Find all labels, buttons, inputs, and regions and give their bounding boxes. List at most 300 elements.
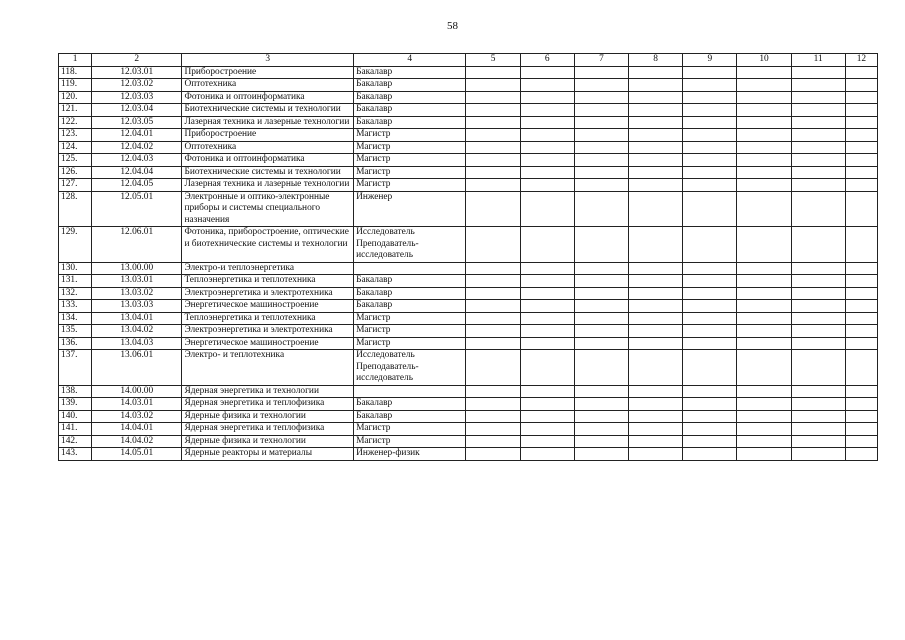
specialty-name: Электронные и оптико-электронные приборы и системы специального назначения — [182, 191, 354, 227]
empty-cell — [629, 312, 683, 325]
row-number: 137. — [59, 350, 92, 386]
empty-cell — [791, 91, 845, 104]
qualification: Исследователь Преподаватель-исследователь — [354, 350, 466, 386]
empty-cell — [574, 166, 628, 179]
empty-cell — [520, 191, 574, 227]
empty-cell — [845, 398, 877, 411]
row-number: 120. — [59, 91, 92, 104]
empty-cell — [737, 66, 791, 79]
table-row — [59, 262, 878, 275]
empty-cell — [574, 312, 628, 325]
empty-cell — [683, 116, 737, 129]
empty-cell — [466, 91, 520, 104]
specialty-code: 12.04.05 — [92, 179, 182, 192]
empty-cell — [574, 129, 628, 142]
specialty-name: Электро- и теплотехника — [182, 350, 354, 386]
row-number: 134. — [59, 312, 92, 325]
empty-cell — [574, 350, 628, 386]
specialty-code: 13.03.02 — [92, 287, 182, 300]
empty-cell — [737, 385, 791, 398]
empty-cell — [791, 337, 845, 350]
row-number: 118. — [59, 66, 92, 79]
empty-cell — [466, 262, 520, 275]
empty-cell — [629, 227, 683, 263]
specialty-code: 13.03.03 — [92, 300, 182, 313]
table-row — [59, 116, 878, 129]
empty-cell — [845, 116, 877, 129]
empty-cell — [683, 385, 737, 398]
table-row — [59, 325, 878, 338]
specialty-code: 13.03.01 — [92, 275, 182, 288]
column-header: 4 — [354, 54, 466, 67]
specialty-name: Лазерная техника и лазерные технологии — [182, 116, 354, 129]
empty-cell — [791, 423, 845, 436]
empty-cell — [791, 448, 845, 461]
qualification: Магистр — [354, 179, 466, 192]
empty-cell — [845, 350, 877, 386]
table-row — [59, 275, 878, 288]
empty-cell — [683, 325, 737, 338]
empty-cell — [520, 337, 574, 350]
empty-cell — [845, 410, 877, 423]
empty-cell — [520, 423, 574, 436]
empty-cell — [737, 166, 791, 179]
specialties-table — [58, 53, 878, 461]
empty-cell — [520, 166, 574, 179]
specialty-name: Энергетическое машиностроение — [182, 337, 354, 350]
qualification: Бакалавр — [354, 275, 466, 288]
empty-cell — [791, 262, 845, 275]
empty-cell — [791, 275, 845, 288]
empty-cell — [737, 435, 791, 448]
empty-cell — [629, 325, 683, 338]
specialty-code: 12.03.04 — [92, 104, 182, 117]
empty-cell — [466, 227, 520, 263]
specialty-code: 12.06.01 — [92, 227, 182, 263]
specialty-name: Биотехнические системы и технологии — [182, 104, 354, 117]
empty-cell — [683, 312, 737, 325]
empty-cell — [629, 91, 683, 104]
qualification: Магистр — [354, 337, 466, 350]
qualification: Бакалавр — [354, 66, 466, 79]
column-header: 1 — [59, 54, 92, 67]
empty-cell — [520, 79, 574, 92]
specialty-name: Оптотехника — [182, 141, 354, 154]
empty-cell — [520, 300, 574, 313]
empty-cell — [737, 325, 791, 338]
empty-cell — [845, 448, 877, 461]
empty-cell — [683, 410, 737, 423]
empty-cell — [520, 448, 574, 461]
empty-cell — [629, 179, 683, 192]
qualification: Магистр — [354, 435, 466, 448]
specialty-code: 13.04.03 — [92, 337, 182, 350]
empty-cell — [574, 227, 628, 263]
specialty-name: Ядерные физика и технологии — [182, 410, 354, 423]
specialty-name: Энергетическое машиностроение — [182, 300, 354, 313]
empty-cell — [466, 104, 520, 117]
specialty-code: 12.03.02 — [92, 79, 182, 92]
empty-cell — [466, 79, 520, 92]
qualification: Магистр — [354, 129, 466, 142]
specialty-name: Лазерная техника и лазерные технологии — [182, 179, 354, 192]
empty-cell — [845, 300, 877, 313]
table-row — [59, 227, 878, 263]
table-row — [59, 350, 878, 386]
empty-cell — [629, 385, 683, 398]
column-header: 12 — [845, 54, 877, 67]
empty-cell — [574, 141, 628, 154]
empty-cell — [574, 66, 628, 79]
empty-cell — [683, 350, 737, 386]
empty-cell — [520, 104, 574, 117]
empty-cell — [791, 141, 845, 154]
row-number: 141. — [59, 423, 92, 436]
empty-cell — [629, 435, 683, 448]
table-row — [59, 141, 878, 154]
qualification: Бакалавр — [354, 398, 466, 411]
empty-cell — [629, 66, 683, 79]
empty-cell — [845, 91, 877, 104]
empty-cell — [737, 410, 791, 423]
empty-cell — [737, 448, 791, 461]
empty-cell — [466, 129, 520, 142]
row-number: 140. — [59, 410, 92, 423]
empty-cell — [845, 191, 877, 227]
empty-cell — [737, 262, 791, 275]
empty-cell — [574, 275, 628, 288]
row-number: 129. — [59, 227, 92, 263]
empty-cell — [683, 227, 737, 263]
table-row — [59, 398, 878, 411]
specialty-code: 12.04.02 — [92, 141, 182, 154]
empty-cell — [574, 325, 628, 338]
empty-cell — [683, 262, 737, 275]
specialty-name: Приборостроение — [182, 66, 354, 79]
empty-cell — [466, 179, 520, 192]
specialty-code: 14.04.01 — [92, 423, 182, 436]
empty-cell — [683, 129, 737, 142]
empty-cell — [683, 141, 737, 154]
header-row — [59, 54, 878, 67]
empty-cell — [520, 66, 574, 79]
row-number: 123. — [59, 129, 92, 142]
empty-cell — [629, 104, 683, 117]
empty-cell — [520, 398, 574, 411]
specialty-name: Ядерная энергетика и теплофизика — [182, 398, 354, 411]
empty-cell — [737, 300, 791, 313]
column-header: 3 — [182, 54, 354, 67]
empty-cell — [791, 350, 845, 386]
empty-cell — [466, 300, 520, 313]
specialty-name: Ядерные реакторы и материалы — [182, 448, 354, 461]
specialty-name: Фотоника и оптоинформатика — [182, 154, 354, 167]
empty-cell — [737, 227, 791, 263]
empty-cell — [629, 141, 683, 154]
empty-cell — [791, 300, 845, 313]
row-number: 127. — [59, 179, 92, 192]
empty-cell — [466, 337, 520, 350]
empty-cell — [791, 398, 845, 411]
qualification: Магистр — [354, 154, 466, 167]
empty-cell — [574, 262, 628, 275]
empty-cell — [683, 179, 737, 192]
empty-cell — [574, 448, 628, 461]
row-number: 125. — [59, 154, 92, 167]
empty-cell — [629, 300, 683, 313]
empty-cell — [629, 116, 683, 129]
empty-cell — [683, 398, 737, 411]
empty-cell — [574, 179, 628, 192]
table-row — [59, 410, 878, 423]
empty-cell — [574, 435, 628, 448]
empty-cell — [683, 435, 737, 448]
qualification — [354, 262, 466, 275]
empty-cell — [683, 448, 737, 461]
empty-cell — [574, 300, 628, 313]
qualification: Бакалавр — [354, 79, 466, 92]
empty-cell — [574, 287, 628, 300]
table-row — [59, 435, 878, 448]
row-number: 139. — [59, 398, 92, 411]
empty-cell — [683, 66, 737, 79]
empty-cell — [574, 116, 628, 129]
empty-cell — [845, 423, 877, 436]
empty-cell — [845, 287, 877, 300]
row-number: 124. — [59, 141, 92, 154]
empty-cell — [737, 79, 791, 92]
empty-cell — [737, 91, 791, 104]
qualification: Инженер — [354, 191, 466, 227]
empty-cell — [791, 312, 845, 325]
table-row — [59, 129, 878, 142]
empty-cell — [574, 410, 628, 423]
empty-cell — [845, 79, 877, 92]
qualification — [354, 385, 466, 398]
empty-cell — [737, 287, 791, 300]
empty-cell — [466, 66, 520, 79]
qualification: Исследователь Преподаватель-исследователь — [354, 227, 466, 263]
specialty-code: 14.04.02 — [92, 435, 182, 448]
empty-cell — [683, 300, 737, 313]
table-row — [59, 385, 878, 398]
empty-cell — [520, 179, 574, 192]
empty-cell — [737, 154, 791, 167]
empty-cell — [574, 385, 628, 398]
empty-cell — [737, 423, 791, 436]
specialty-code: 12.04.03 — [92, 154, 182, 167]
empty-cell — [683, 287, 737, 300]
empty-cell — [520, 435, 574, 448]
empty-cell — [845, 166, 877, 179]
empty-cell — [845, 227, 877, 263]
empty-cell — [737, 129, 791, 142]
empty-cell — [520, 116, 574, 129]
specialty-code: 14.03.01 — [92, 398, 182, 411]
empty-cell — [845, 435, 877, 448]
column-header: 8 — [629, 54, 683, 67]
column-header: 11 — [791, 54, 845, 67]
specialty-name: Фотоника, приборостроение, оптические и биотехнические системы и технологии — [182, 227, 354, 263]
empty-cell — [845, 385, 877, 398]
table-row — [59, 154, 878, 167]
table-row — [59, 91, 878, 104]
specialty-code: 12.03.05 — [92, 116, 182, 129]
specialty-code: 12.05.01 — [92, 191, 182, 227]
empty-cell — [845, 104, 877, 117]
specialty-name: Фотоника и оптоинформатика — [182, 91, 354, 104]
empty-cell — [629, 287, 683, 300]
empty-cell — [845, 179, 877, 192]
empty-cell — [629, 79, 683, 92]
table-row — [59, 179, 878, 192]
qualification: Магистр — [354, 312, 466, 325]
qualification: Бакалавр — [354, 116, 466, 129]
specialty-name: Электроэнергетика и электротехника — [182, 325, 354, 338]
row-number: 136. — [59, 337, 92, 350]
qualification: Бакалавр — [354, 104, 466, 117]
empty-cell — [466, 116, 520, 129]
empty-cell — [845, 141, 877, 154]
empty-cell — [791, 129, 845, 142]
empty-cell — [845, 312, 877, 325]
empty-cell — [683, 275, 737, 288]
specialty-name: Ядерная энергетика и теплофизика — [182, 423, 354, 436]
empty-cell — [466, 275, 520, 288]
qualification: Магистр — [354, 423, 466, 436]
table-row — [59, 312, 878, 325]
empty-cell — [791, 116, 845, 129]
column-header: 2 — [92, 54, 182, 67]
empty-cell — [629, 275, 683, 288]
column-header: 9 — [683, 54, 737, 67]
specialty-name: Теплоэнергетика и теплотехника — [182, 312, 354, 325]
empty-cell — [845, 154, 877, 167]
specialty-code: 13.04.01 — [92, 312, 182, 325]
empty-cell — [629, 129, 683, 142]
table-row — [59, 287, 878, 300]
row-number: 143. — [59, 448, 92, 461]
row-number: 119. — [59, 79, 92, 92]
row-number: 138. — [59, 385, 92, 398]
empty-cell — [845, 262, 877, 275]
empty-cell — [737, 337, 791, 350]
empty-cell — [629, 350, 683, 386]
table-row — [59, 300, 878, 313]
empty-cell — [466, 312, 520, 325]
specialty-name: Теплоэнергетика и теплотехника — [182, 275, 354, 288]
qualification: Магистр — [354, 325, 466, 338]
specialty-code: 13.06.01 — [92, 350, 182, 386]
empty-cell — [629, 398, 683, 411]
empty-cell — [791, 287, 845, 300]
empty-cell — [466, 410, 520, 423]
qualification: Магистр — [354, 141, 466, 154]
empty-cell — [791, 66, 845, 79]
empty-cell — [629, 166, 683, 179]
empty-cell — [737, 275, 791, 288]
column-header: 5 — [466, 54, 520, 67]
empty-cell — [520, 91, 574, 104]
empty-cell — [520, 141, 574, 154]
empty-cell — [520, 312, 574, 325]
empty-cell — [845, 66, 877, 79]
empty-cell — [737, 104, 791, 117]
specialty-name: Ядерная энергетика и технологии — [182, 385, 354, 398]
row-number: 121. — [59, 104, 92, 117]
empty-cell — [845, 337, 877, 350]
empty-cell — [629, 262, 683, 275]
empty-cell — [737, 116, 791, 129]
empty-cell — [683, 79, 737, 92]
qualification: Бакалавр — [354, 410, 466, 423]
empty-cell — [520, 262, 574, 275]
empty-cell — [466, 435, 520, 448]
empty-cell — [574, 104, 628, 117]
column-header: 7 — [574, 54, 628, 67]
empty-cell — [629, 154, 683, 167]
empty-cell — [520, 275, 574, 288]
empty-cell — [845, 129, 877, 142]
empty-cell — [629, 191, 683, 227]
empty-cell — [574, 398, 628, 411]
empty-cell — [683, 91, 737, 104]
qualification: Бакалавр — [354, 287, 466, 300]
empty-cell — [466, 287, 520, 300]
row-number: 135. — [59, 325, 92, 338]
empty-cell — [520, 287, 574, 300]
empty-cell — [466, 385, 520, 398]
empty-cell — [791, 435, 845, 448]
empty-cell — [683, 166, 737, 179]
qualification: Магистр — [354, 166, 466, 179]
specialty-code: 14.03.02 — [92, 410, 182, 423]
specialty-code: 12.03.03 — [92, 91, 182, 104]
empty-cell — [574, 79, 628, 92]
row-number: 142. — [59, 435, 92, 448]
row-number: 131. — [59, 275, 92, 288]
empty-cell — [520, 154, 574, 167]
empty-cell — [791, 104, 845, 117]
row-number: 126. — [59, 166, 92, 179]
empty-cell — [737, 191, 791, 227]
empty-cell — [466, 154, 520, 167]
column-header: 6 — [520, 54, 574, 67]
empty-cell — [574, 154, 628, 167]
row-number: 133. — [59, 300, 92, 313]
empty-cell — [791, 227, 845, 263]
page-number: 58 — [447, 20, 458, 32]
empty-cell — [520, 227, 574, 263]
qualification: Инженер-физик — [354, 448, 466, 461]
row-number: 122. — [59, 116, 92, 129]
empty-cell — [791, 325, 845, 338]
specialty-name: Биотехнические системы и технологии — [182, 166, 354, 179]
empty-cell — [791, 166, 845, 179]
table-row — [59, 191, 878, 227]
empty-cell — [737, 398, 791, 411]
empty-cell — [683, 104, 737, 117]
empty-cell — [683, 191, 737, 227]
empty-cell — [520, 350, 574, 386]
specialty-code: 13.04.02 — [92, 325, 182, 338]
table-row — [59, 337, 878, 350]
specialty-code: 12.04.04 — [92, 166, 182, 179]
empty-cell — [791, 410, 845, 423]
empty-cell — [466, 141, 520, 154]
table-row — [59, 166, 878, 179]
qualification: Бакалавр — [354, 91, 466, 104]
